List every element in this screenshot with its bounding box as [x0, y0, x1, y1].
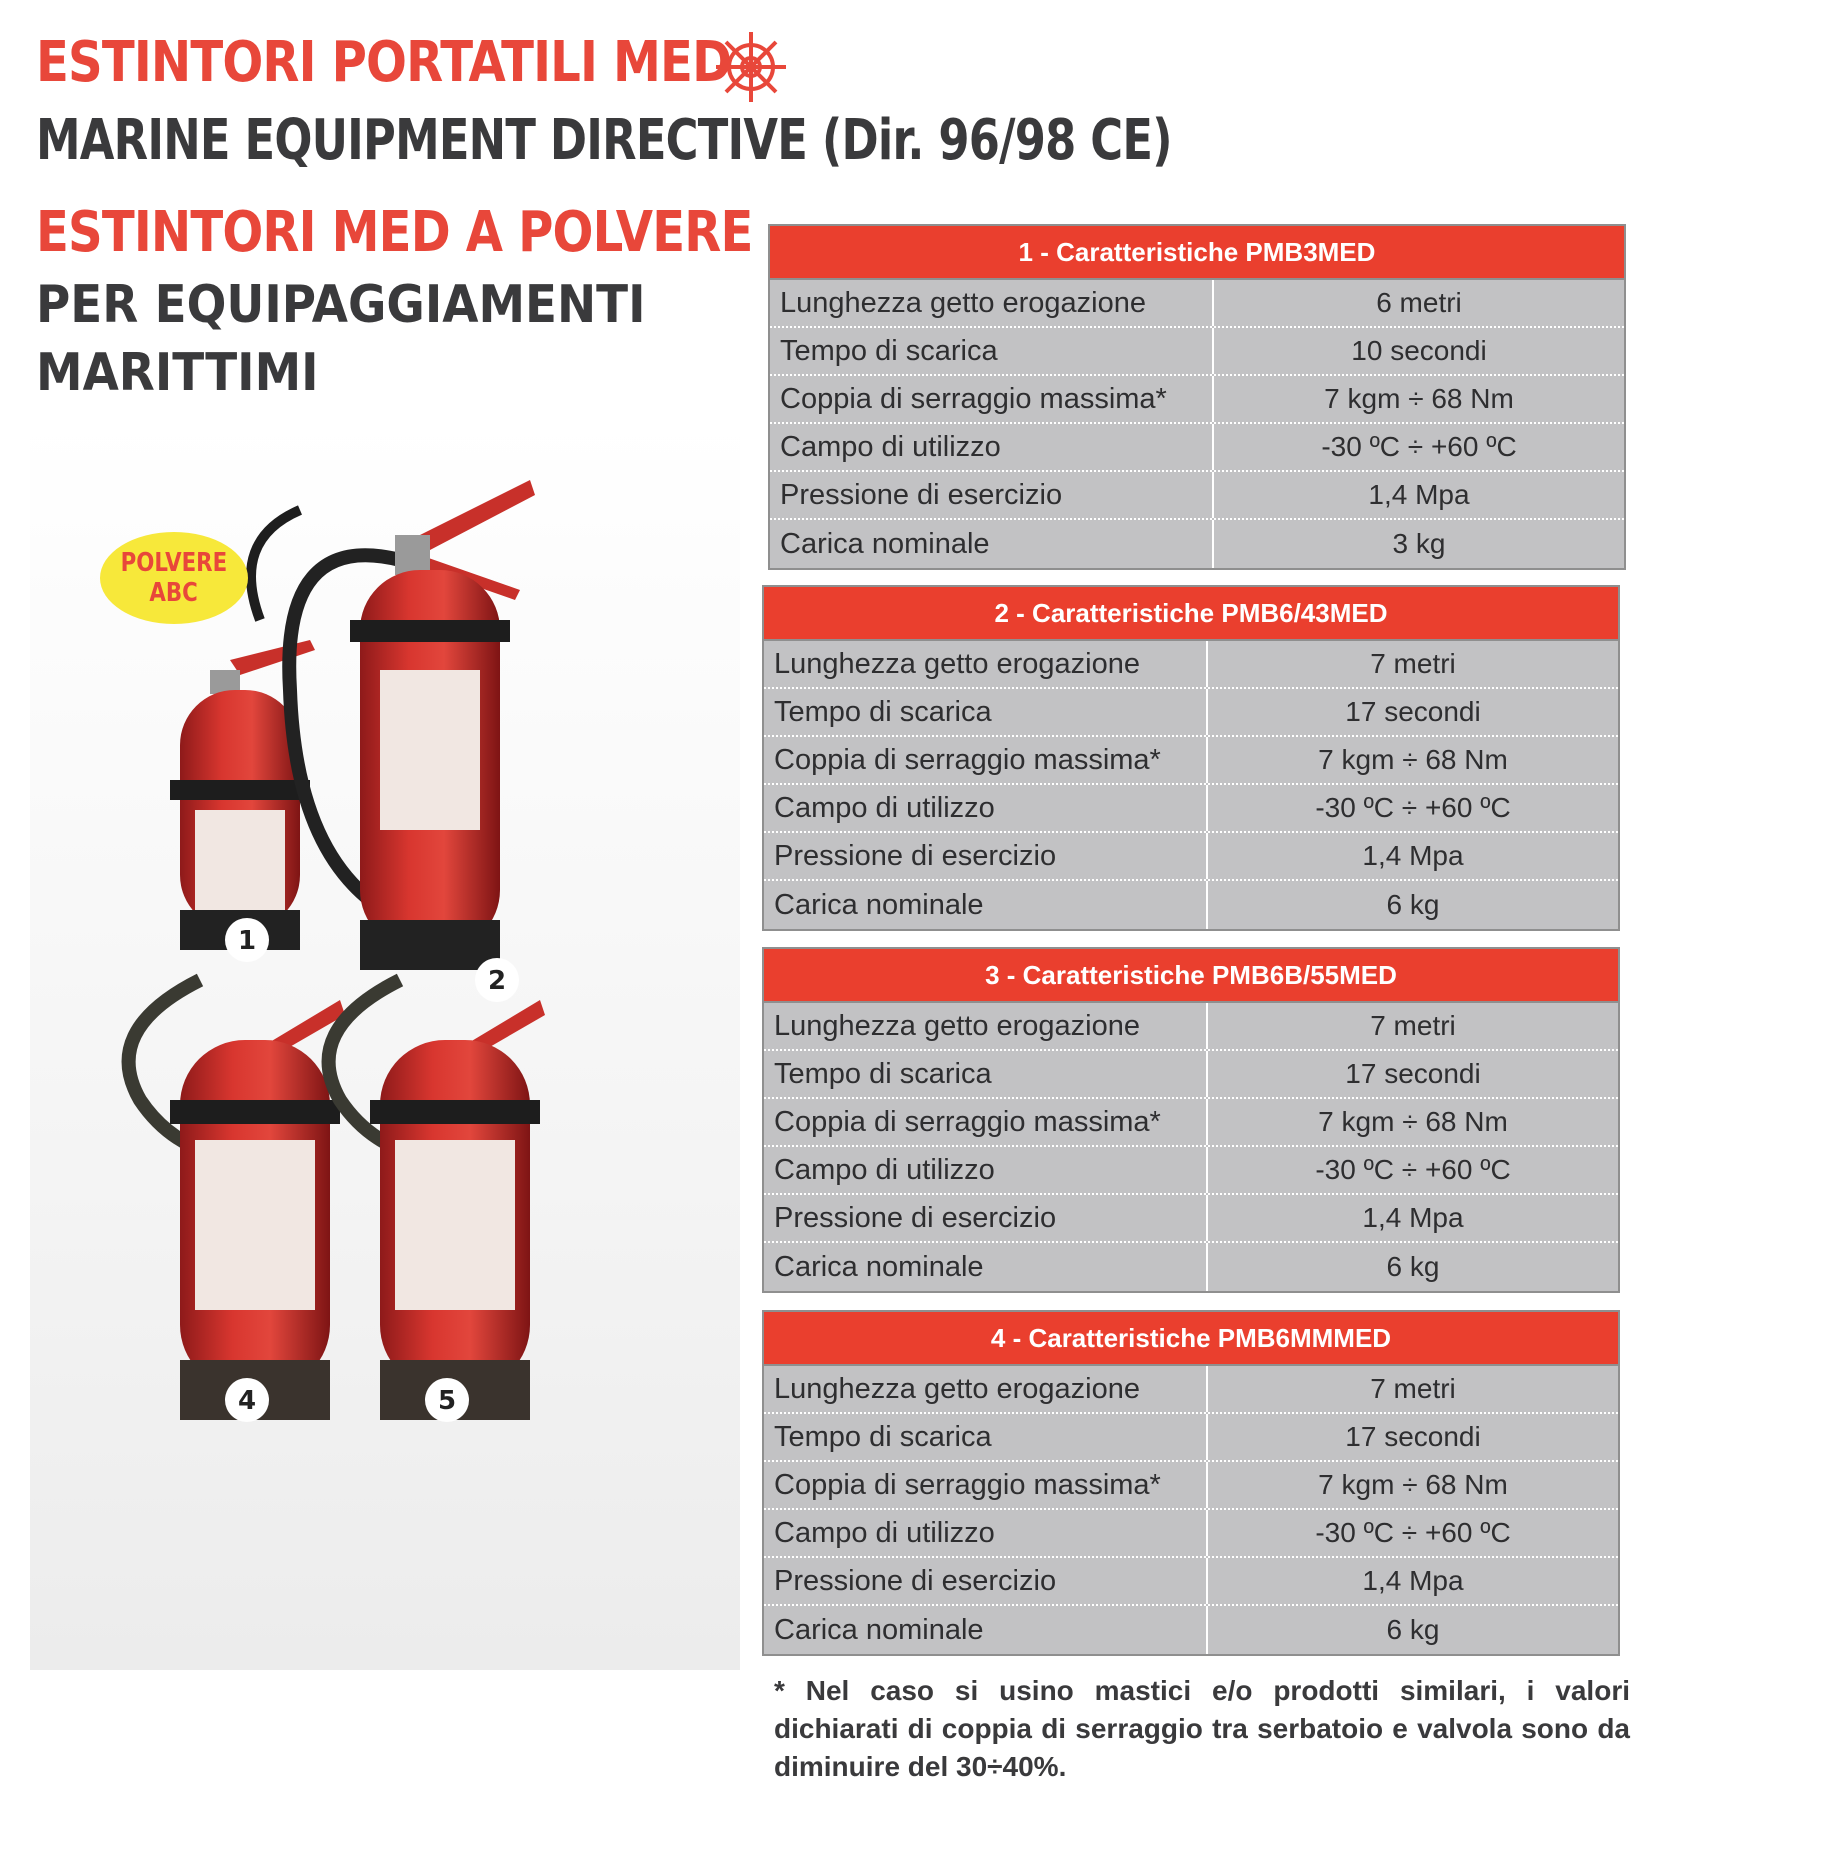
- row-value: 1,4 Mpa: [1362, 840, 1464, 871]
- table-row: [764, 689, 1618, 737]
- table-row: [764, 1051, 1618, 1099]
- row-label: Coppia di serraggio massima*: [764, 1099, 1208, 1145]
- row-label: Carica nominale: [764, 1606, 1208, 1654]
- row-label: Lunghezza getto erogazione: [764, 1366, 1208, 1412]
- row-label: Coppia di serraggio massima*: [764, 1462, 1208, 1508]
- table-row: [764, 1414, 1618, 1462]
- row-label: Campo di utilizzo: [770, 424, 1214, 470]
- row-value: 17 secondi: [1345, 1421, 1481, 1452]
- row-value: -30 ºC ÷ +60 ºC: [1315, 1517, 1511, 1548]
- row-label: Pressione di esercizio: [764, 1558, 1208, 1604]
- row-label: Coppia di serraggio massima*: [764, 737, 1208, 783]
- table-row: [770, 472, 1624, 520]
- table-row: [764, 1606, 1618, 1654]
- ship-wheel-icon: [714, 30, 788, 104]
- footnote: * Nel caso si usino mastici e/o prodotti similari, i valori dichiarati di coppia di serraggio tra serbatoio e valvola sono da diminuire del 30÷40%.: [774, 1675, 1630, 1782]
- row-value: 1,4 Mpa: [1368, 479, 1470, 510]
- table-row: [764, 1558, 1618, 1606]
- table-row: [764, 1099, 1618, 1147]
- table-row: [764, 1147, 1618, 1195]
- section-subtitle-line1: PER EQUIPAGGIAMENTI: [36, 275, 646, 335]
- row-value: 1,4 Mpa: [1362, 1565, 1464, 1596]
- table-title: 4 - Caratteristiche PMB6MMMED: [764, 1312, 1618, 1366]
- row-value: 7 metri: [1370, 1010, 1456, 1041]
- extinguisher-5: [329, 980, 545, 1420]
- row-label: Tempo di scarica: [764, 1414, 1208, 1460]
- row-value: 17 secondi: [1345, 1058, 1481, 1089]
- row-label: Coppia di serraggio massima*: [770, 376, 1214, 422]
- row-value: 7 kgm ÷ 68 Nm: [1318, 1106, 1508, 1137]
- table-title: 1 - Caratteristiche PMB3MED: [770, 226, 1624, 280]
- row-value: 7 kgm ÷ 68 Nm: [1318, 1469, 1508, 1500]
- row-label: Campo di utilizzo: [764, 785, 1208, 831]
- table-row: [770, 520, 1624, 568]
- section-subtitle-line2: MARITTIMI: [36, 343, 319, 403]
- table-row: [764, 1366, 1618, 1414]
- row-value: 6 kg: [1386, 1251, 1440, 1282]
- row-value: 7 kgm ÷ 68 Nm: [1318, 744, 1508, 775]
- row-label: Pressione di esercizio: [764, 1195, 1208, 1241]
- row-label: Carica nominale: [764, 881, 1208, 929]
- row-value: 7 metri: [1370, 648, 1456, 679]
- row-value: 3 kg: [1392, 528, 1446, 559]
- row-label: Tempo di scarica: [764, 1051, 1208, 1097]
- table-row: [764, 737, 1618, 785]
- row-label: Lunghezza getto erogazione: [764, 1003, 1208, 1049]
- table-row: [764, 833, 1618, 881]
- row-label: Tempo di scarica: [770, 328, 1214, 374]
- row-label: Carica nominale: [764, 1243, 1208, 1291]
- table-title: 2 - Caratteristiche PMB6/43MED: [764, 587, 1618, 641]
- row-value: -30 ºC ÷ +60 ºC: [1315, 1154, 1511, 1185]
- row-value: 10 secondi: [1351, 335, 1487, 366]
- row-value: 17 secondi: [1345, 696, 1481, 727]
- row-label: Carica nominale: [770, 520, 1214, 568]
- product-number-5: 5: [437, 1386, 457, 1416]
- spec-table-1: [768, 224, 1626, 570]
- row-value: 7 kgm ÷ 68 Nm: [1324, 383, 1514, 414]
- page-title: ESTINTORI PORTATILI MED: [36, 30, 732, 95]
- row-label: Lunghezza getto erogazione: [770, 280, 1214, 326]
- table-row: [764, 1195, 1618, 1243]
- table-row: [764, 641, 1618, 689]
- table-row: [764, 1003, 1618, 1051]
- product-number-1: 1: [237, 926, 257, 956]
- row-label: Lunghezza getto erogazione: [764, 641, 1208, 687]
- table-row: [770, 376, 1624, 424]
- row-label: Tempo di scarica: [764, 689, 1208, 735]
- table-row: [764, 1462, 1618, 1510]
- table-row: [770, 328, 1624, 376]
- badge-line2: ABC: [149, 578, 199, 608]
- powder-abc-badge: [100, 532, 248, 624]
- row-label: Pressione di esercizio: [770, 472, 1214, 518]
- product-number-4: 4: [237, 1386, 257, 1416]
- row-value: 6 kg: [1386, 889, 1440, 920]
- spec-table-2: [762, 585, 1620, 931]
- row-value: 6 kg: [1386, 1614, 1440, 1645]
- table-row: [764, 1510, 1618, 1558]
- row-value: 7 metri: [1370, 1373, 1456, 1404]
- spec-table-4: [762, 1310, 1620, 1656]
- row-label: Campo di utilizzo: [764, 1147, 1208, 1193]
- product-number-2: 2: [487, 966, 507, 996]
- row-value: 6 metri: [1376, 287, 1462, 318]
- table-title: 3 - Caratteristiche PMB6B/55MED: [764, 949, 1618, 1003]
- extinguisher-4: [129, 980, 345, 1420]
- page-subtitle: MARINE EQUIPMENT DIRECTIVE (Dir. 96/98 CE): [36, 108, 1172, 173]
- table-row: [764, 881, 1618, 929]
- row-value: -30 ºC ÷ +60 ºC: [1315, 792, 1511, 823]
- row-value: -30 ºC ÷ +60 ºC: [1321, 431, 1517, 462]
- table-row: [770, 424, 1624, 472]
- badge-line1: POLVERE: [120, 548, 228, 578]
- table-row: [764, 785, 1618, 833]
- row-label: Campo di utilizzo: [764, 1510, 1208, 1556]
- table-row: [764, 1243, 1618, 1291]
- extinguisher-2: [289, 480, 535, 970]
- table-row: [770, 280, 1624, 328]
- section-title: ESTINTORI MED A POLVERE: [36, 200, 753, 265]
- row-value: 1,4 Mpa: [1362, 1202, 1464, 1233]
- row-label: Pressione di esercizio: [764, 833, 1208, 879]
- spec-table-3: [762, 947, 1620, 1293]
